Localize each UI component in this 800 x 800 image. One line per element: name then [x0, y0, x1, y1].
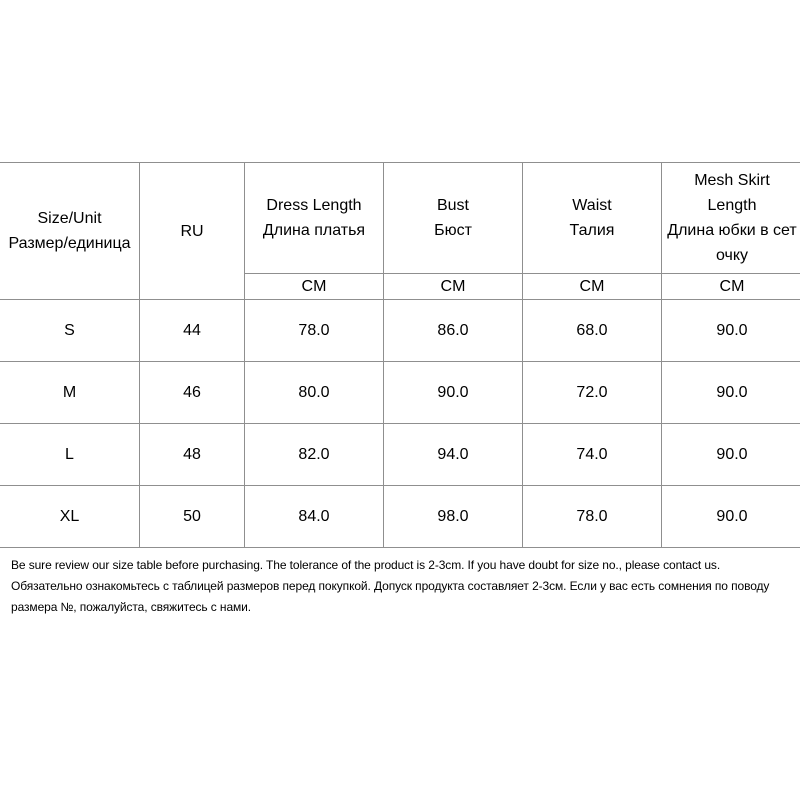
bust-cell: 98.0 [384, 486, 523, 548]
dress-length-cell: 78.0 [245, 300, 384, 362]
dress-length-cell: 82.0 [245, 424, 384, 486]
skirt-length-cell: 90.0 [662, 300, 800, 362]
waist-cell: 74.0 [523, 424, 662, 486]
size-unit-header-en: Size/Unit [37, 210, 102, 227]
size-unit-header-ru: Размер/единица [8, 235, 131, 252]
dress-length-cell: 84.0 [245, 486, 384, 548]
table-row [0, 362, 800, 424]
table-row [0, 424, 800, 486]
ru-header-label: RU [180, 222, 204, 240]
unit-cell-skirt-length: CM [662, 274, 800, 300]
header-row [0, 163, 800, 274]
note-english: Be sure review our size table before purchasing. The tolerance of the product is 2-3cm. If you have doubt for size no., please contact us. [11, 558, 721, 572]
dress-length-header-ru: Длина платья [262, 222, 366, 239]
bust-cell: 86.0 [384, 300, 523, 362]
bust-cell: 90.0 [384, 362, 523, 424]
ru-cell: 48 [140, 424, 245, 486]
size-cell: S [0, 300, 140, 362]
skirt-length-cell: 90.0 [662, 486, 800, 548]
unit-cell-waist: CM [523, 274, 662, 300]
waist-cell: 68.0 [523, 300, 662, 362]
skirt-length-header-ru: Длина юбки в сеточку [667, 222, 797, 264]
dress-length-cell: 80.0 [245, 362, 384, 424]
ru-cell: 44 [140, 300, 245, 362]
waist-header [523, 163, 662, 274]
table-row [0, 300, 800, 362]
skirt-length-header-en-2: Length [707, 197, 757, 214]
unit-cell-bust: CM [384, 274, 523, 300]
waist-cell: 72.0 [523, 362, 662, 424]
size-unit-header [0, 163, 140, 300]
ru-cell: 46 [140, 362, 245, 424]
bust-header-ru: Бюст [434, 222, 472, 239]
waist-header-en: Waist [572, 197, 612, 214]
waist-header-ru: Талия [569, 222, 615, 239]
skirt-length-cell: 90.0 [662, 362, 800, 424]
skirt-length-header [662, 163, 800, 274]
waist-cell: 78.0 [523, 486, 662, 548]
size-cell: L [0, 424, 140, 486]
dress-length-header [245, 163, 384, 274]
unit-cell-dress-length: CM [245, 274, 384, 300]
size-cell: M [0, 362, 140, 424]
size-table [0, 162, 800, 548]
size-cell: XL [0, 486, 140, 548]
bust-header-en: Bust [436, 197, 469, 214]
ru-header [140, 163, 245, 300]
bust-header [384, 163, 523, 274]
size-notes [11, 555, 796, 618]
dress-length-header-en: Dress Length [266, 197, 362, 214]
table-row [0, 486, 800, 548]
skirt-length-header-en-1: Mesh Skirt [694, 172, 770, 189]
bust-cell: 94.0 [384, 424, 523, 486]
skirt-length-cell: 90.0 [662, 424, 800, 486]
note-russian: Обязательно ознакомьтесь с таблицей размеров перед покупкой. Допуск продукта составляет 2-3см. Если у вас есть сомнения по поводу размера №, пожалуйста, свяжитесь с нами. [11, 579, 770, 614]
ru-cell: 50 [140, 486, 245, 548]
